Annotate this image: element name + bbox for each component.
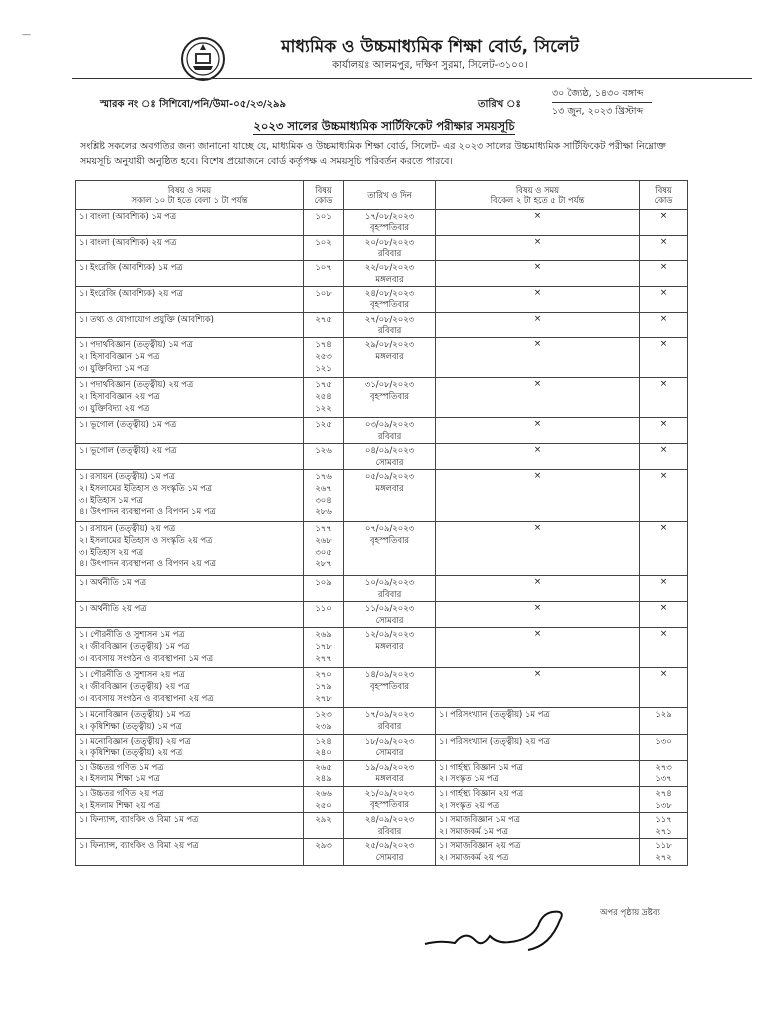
subject-code: ২৭৩ (655, 761, 672, 772)
exam-day: রবিবার (377, 248, 402, 259)
board-name: মাধ্যমিক ও উচ্চমাধ্যমিক শিক্ষা বোর্ড, সিলেট (281, 37, 579, 57)
no-exam-mark: × (436, 522, 640, 576)
exam-date: ০৫/০৯/২০২৩ (364, 471, 415, 482)
subject-line: ১। পদার্থবিজ্ঞান (তত্ত্বীয়) ২য় পত্র (79, 379, 194, 390)
subject-code-cell (304, 287, 344, 313)
afternoon-code-cell (640, 708, 688, 734)
subject-code-cell (304, 444, 344, 470)
table-row (76, 708, 688, 734)
afternoon-code-cell (640, 839, 688, 865)
subject-line: ১। অর্থনীতি ২য় পত্র (79, 603, 147, 614)
subject-code: ১৭৮ (315, 641, 332, 652)
exam-date: ১৯/০৯/২০২৩ (364, 761, 415, 772)
subject-code-cell (304, 839, 344, 865)
subject-line: ১। সমাজবিজ্ঞান ১ম পত্র (439, 814, 520, 825)
afternoon-code-cell (640, 813, 688, 839)
subject-code: ২৭১ (655, 825, 672, 836)
no-exam-mark: × (640, 602, 688, 628)
exam-day: মঙ্গলবার (375, 273, 404, 284)
subject-line: ৩। যুক্তিবিদ্যা ১ম পত্র (79, 362, 150, 373)
table-row (76, 760, 688, 786)
exam-day: মঙ্গলবার (375, 773, 404, 784)
morning-subject-cell (76, 602, 304, 628)
table-row (76, 668, 688, 708)
subject-line: ১। পরিসংখ্যান (তত্ত্বীয়) ২য় পত্র (439, 735, 550, 746)
afternoon-subject-cell (436, 839, 640, 865)
subject-code: ১০২ (315, 236, 332, 247)
date-day-cell (344, 813, 436, 839)
subject-code: ২৬৬ (315, 788, 332, 798)
morning-subject-cell (76, 287, 304, 313)
subject-code: ১৩০ (655, 735, 672, 746)
subject-line: ১। মনোবিজ্ঞান (তত্ত্বীয়) ২য় পত্র (79, 735, 191, 746)
subject-line: ১। ভূগোল (তত্ত্বীয়) ২য় পত্র (79, 445, 177, 456)
morning-subject-cell (76, 312, 304, 338)
subject-line: ২। জীববিজ্ঞান (তত্ত্বীয়) ২য় পত্র (79, 681, 190, 692)
subject-line: ২। কৃষিশিক্ষা (তত্ত্বীয়) ২য় পত্র (79, 747, 183, 758)
header-code: বিষয় কোড (304, 181, 344, 210)
morning-subject-cell (76, 338, 304, 378)
subject-code: ১৭৫ (315, 379, 332, 390)
document-title-text: ২০২৩ সালের উচ্চমাধ্যমিক সার্টিফিকেট পরীক্ষার সময়সূচি (253, 119, 515, 133)
subject-code: ২৯২ (315, 814, 332, 825)
subject-line: ১। অর্থনীতি ১ম পত্র (79, 577, 147, 588)
subject-code: ১২৪ (315, 735, 332, 746)
subject-line: ২। সমাজকর্ম ২য় পত্র (439, 851, 509, 862)
table-row (76, 628, 688, 668)
subject-code-cell (304, 522, 344, 576)
subject-code-cell (304, 312, 344, 338)
afternoon-subject-cell (436, 760, 640, 786)
no-exam-mark: × (436, 602, 640, 628)
afternoon-code-cell (640, 734, 688, 760)
subject-code-cell (304, 418, 344, 444)
no-exam-mark: × (436, 418, 640, 444)
morning-subject-cell (76, 628, 304, 668)
subject-code-cell (304, 261, 344, 287)
afternoon-subject-cell (436, 708, 640, 734)
table-row (76, 734, 688, 760)
subject-code-cell (304, 338, 344, 378)
subject-code: ২৩৯ (315, 721, 332, 732)
no-exam-mark: × (436, 287, 640, 313)
exam-day: রবিবার (377, 430, 402, 441)
morning-subject-cell (76, 839, 304, 865)
memo-number: স্মারক নং ঃ সিশিবো/পনি/উমা-০৫/২৩/২৯৯ (100, 99, 286, 110)
table-header-row (76, 181, 688, 210)
exam-day: মঙ্গলবার (375, 482, 404, 493)
document-title (0, 118, 768, 137)
subject-line: ১। বাংলা (আবশ্যিক) ২য় পত্র (79, 236, 177, 247)
date-gregorian: ১৩ জুন, ২০২৩ খ্রিস্টাব্দ (552, 106, 644, 118)
subject-code: ২৬৫ (315, 761, 332, 772)
subject-code: ২৬৮ (315, 535, 332, 546)
corner-mark: — (22, 30, 31, 40)
exam-date: ২০/০৮/২০২৩ (364, 236, 415, 247)
no-exam-mark: × (640, 338, 688, 378)
exam-day: বৃহস্পতিবার (369, 534, 410, 545)
board-address: কার্যালয়ঃ আলমপুর, দক্ষিণ সুরমা, সিলেট-৩১০০। (332, 60, 528, 71)
subject-line: ১। পদার্থবিজ্ঞান (তত্ত্বীয়) ১ম পত্র (79, 339, 193, 350)
subject-code: ২৭৭ (315, 652, 332, 663)
subject-code-cell (304, 787, 344, 813)
no-exam-mark: × (436, 628, 640, 668)
footer-note: অপর পৃষ্ঠায় দ্রষ্টব্য (600, 908, 660, 918)
exam-date: ২৫/০৯/২০২৩ (364, 840, 415, 851)
subject-line: ২। ইসলাম শিক্ষা ১ম পত্র (79, 773, 160, 784)
subject-code-cell (304, 668, 344, 708)
afternoon-subject-cell (436, 787, 640, 813)
subject-code-cell (304, 760, 344, 786)
subject-code: ১৩৮ (655, 799, 672, 810)
subject-code: ২৫০ (315, 799, 332, 810)
no-exam-mark: × (436, 210, 640, 236)
no-exam-mark: × (640, 628, 688, 668)
letterhead (180, 34, 610, 82)
exam-day: মঙ্গলবার (375, 640, 404, 651)
date-day-cell (344, 787, 436, 813)
subject-line: ৩। ইতিহাস ১ম পত্র (79, 494, 143, 505)
subject-code: ২৪৯ (315, 773, 332, 784)
morning-subject-cell (76, 261, 304, 287)
table-row (76, 576, 688, 602)
morning-subject-cell (76, 787, 304, 813)
table-row (76, 787, 688, 813)
subject-code: ২৬৭ (315, 483, 332, 494)
morning-subject-cell (76, 813, 304, 839)
date-day-cell (344, 668, 436, 708)
subject-code: ১৭৯ (315, 681, 332, 692)
subject-code: ১০৭ (315, 262, 332, 273)
subject-line: ১। ফিন্যান্স, ব্যাংকিং ও বিমা ২য় পত্র (79, 840, 199, 851)
subject-line: ২। ইসলামের ইতিহাস ও সংস্কৃতি ২য় পত্র (79, 535, 213, 546)
date-day-cell (344, 312, 436, 338)
morning-subject-cell (76, 378, 304, 418)
header-divider (72, 78, 752, 79)
subject-line: ১। পরিসংখ্যান (তত্ত্বীয়) ১ম পত্র (439, 709, 550, 720)
no-exam-mark: × (640, 287, 688, 313)
exam-day: রবিবার (377, 825, 402, 836)
morning-subject-cell (76, 760, 304, 786)
subject-line: ২। ইসলাম শিক্ষা ২য় পত্র (79, 799, 161, 810)
subject-code: ২৪০ (315, 747, 332, 758)
subject-code: ১২৬ (315, 445, 332, 456)
subject-code: ১২৩ (315, 709, 332, 720)
table-row (76, 235, 688, 261)
date-day-cell (344, 602, 436, 628)
exam-day: রবিবার (377, 588, 402, 599)
subject-code-cell (304, 813, 344, 839)
subject-code: ৩০৫ (315, 546, 332, 557)
no-exam-mark: × (436, 576, 640, 602)
subject-line: ২। সমাজকর্ম ১ম পত্র (439, 825, 508, 836)
exam-date: ০৩/০৯/২০২৩ (364, 419, 415, 430)
subject-line: ১। ইংরেজি (আবশ্যিক) ২য় পত্র (79, 288, 183, 299)
exam-date: ৩১/০৮/২০২৩ (364, 379, 415, 390)
table-row (76, 522, 688, 576)
exam-date: ২৪/০৮/২০২৩ (364, 288, 415, 299)
subject-line: ১। ইংরেজি (আবশ্যিক) ১ম পত্র (79, 262, 183, 273)
subject-line: ২। হিসাববিজ্ঞান ১ম পত্র (79, 351, 160, 362)
date-bangla: ৩০ জ্যৈষ্ঠ, ১৪৩০ বঙ্গাব্দ (552, 88, 644, 99)
subject-line: ১। সমাজবিজ্ঞান ২য় পত্র (439, 840, 521, 851)
date-day-cell (344, 576, 436, 602)
morning-subject-cell (76, 734, 304, 760)
header-afternoon: বিষয় ও সময় বিকেল ২ টা হতে ৫ টা পর্যন্ত (436, 181, 640, 210)
subject-line: ১। তথ্য ও যোগাযোগ প্রযুক্তি (আবশ্যিক) (79, 313, 214, 324)
exam-day: মঙ্গলবার (375, 350, 404, 361)
table-row (76, 261, 688, 287)
morning-subject-cell (76, 522, 304, 576)
exam-date: ১৪/০৯/২০২৩ (364, 669, 415, 680)
date-day-cell (344, 734, 436, 760)
subject-code: ১০১ (315, 211, 332, 221)
date-day-cell (344, 470, 436, 522)
table-row (76, 312, 688, 338)
table-row (76, 210, 688, 236)
subject-code: ১৭৬ (315, 471, 332, 482)
date-day-cell (344, 839, 436, 865)
header-afternoon-code: বিষয় কোড (640, 181, 688, 210)
no-exam-mark: × (436, 444, 640, 470)
date-day-cell (344, 210, 436, 236)
no-exam-mark: × (436, 261, 640, 287)
subject-code: ২৯৩ (315, 840, 332, 851)
date-day-cell (344, 760, 436, 786)
subject-line: ২। হিসাববিজ্ঞান ২য় পত্র (79, 391, 160, 402)
subject-line: ১। রসায়ন (তত্ত্বীয়) ১ম পত্র (79, 471, 175, 482)
subject-line: ১। গার্হস্থ্য বিজ্ঞান ২য় পত্র (439, 788, 524, 798)
subject-code: ১২৯ (655, 709, 672, 720)
no-exam-mark: × (640, 470, 688, 522)
exam-date: ১৭/০৯/২০২৩ (364, 709, 415, 720)
morning-subject-cell (76, 235, 304, 261)
subject-code: ২৭৫ (315, 313, 332, 324)
subject-line: ১। পৌরনীতি ও সুশাসন ২য় পত্র (79, 669, 185, 680)
exam-date: ২৪/০৯/২০২৩ (364, 814, 415, 825)
subject-code-cell (304, 602, 344, 628)
header-morning: বিষয় ও সময় সকাল ১০ টা হতে বেলা ১ টা পর্যন্ত (76, 181, 304, 210)
table-row (76, 287, 688, 313)
subject-code: ২৫৪ (315, 391, 332, 402)
notice-paragraph: সংশ্লিষ্ট সকলের অবগতির জন্য জানানো যাচ্ছে যে, মাধ্যমিক ও উচ্চমাধ্যমিক শিক্ষা বোর্ড, সিলেট- এর ২০২৩ সালের উচ্চমাধ্যমিক সার্টিফিকেট পরীক্ষা নিম্নোক্ত সময়সূচি অনুযায়ী অনুষ্ঠিত হবে। বিশেষ প্রয়োজনে বোর্ড কর্তৃপক্ষ এ সময়সূচি পরিবর্তন করতে পারবে। (80, 141, 666, 167)
table-row (76, 839, 688, 865)
subject-code-cell (304, 734, 344, 760)
exam-day: বৃহস্পতিবার (369, 299, 410, 310)
no-exam-mark: × (640, 522, 688, 576)
subject-line: ২। কৃষিশিক্ষা (তত্ত্বীয়) ১ম পত্র (79, 721, 182, 732)
subject-code: ২৭৮ (315, 692, 332, 703)
date-day-cell (344, 261, 436, 287)
date-day-cell (344, 378, 436, 418)
subject-code: ১১০ (315, 603, 332, 614)
subject-code: ৩০৪ (315, 494, 332, 505)
subject-line: ১। উচ্চতর গণিত ২য় পত্র (79, 788, 164, 798)
table-row (76, 470, 688, 522)
subject-line: ২। সংস্কৃত ২য় পত্র (439, 799, 500, 810)
subject-line: ৪। উৎপাদন ব্যবস্থাপনা ও বিপণন ২য় পত্র (79, 558, 216, 569)
subject-code-cell (304, 235, 344, 261)
exam-date: ১১/০৯/২০২৩ (364, 603, 415, 614)
exam-day: সোমবার (375, 851, 404, 862)
subject-line: ৩। যুক্তিবিদ্যা ২য় পত্র (79, 402, 150, 413)
subject-code-cell (304, 470, 344, 522)
table-row (76, 338, 688, 378)
subject-code-cell (304, 576, 344, 602)
morning-subject-cell (76, 708, 304, 734)
afternoon-code-cell (640, 760, 688, 786)
subject-line: ৪। উৎপাদন ব্যবস্থাপনা ও বিপণন ১ম পত্র (79, 506, 216, 517)
date-day-cell (344, 522, 436, 576)
exam-date: ০৭/০৯/২০২৩ (364, 523, 415, 534)
table-row (76, 444, 688, 470)
morning-subject-cell (76, 576, 304, 602)
no-exam-mark: × (436, 235, 640, 261)
subject-line: ১। ফিন্যান্স, ব্যাংকিং ও বিমা ১ম পত্র (79, 814, 199, 825)
exam-day: বৃহস্পতিবার (369, 799, 410, 810)
subject-code: ১২২ (315, 402, 332, 413)
table-row (76, 602, 688, 628)
table-row (76, 418, 688, 444)
morning-subject-cell (76, 444, 304, 470)
no-exam-mark: × (436, 338, 640, 378)
afternoon-code-cell (640, 787, 688, 813)
subject-line: ১। রসায়ন (তত্ত্বীয়) ২য় পত্র (79, 523, 176, 534)
table-row (76, 813, 688, 839)
afternoon-subject-cell (436, 813, 640, 839)
no-exam-mark: × (640, 576, 688, 602)
subject-line: ১। মনোবিজ্ঞান (তত্ত্বীয়) ১ম পত্র (79, 709, 191, 720)
exam-date: ২৭/০৮/২০২৩ (364, 313, 415, 324)
no-exam-mark: × (640, 235, 688, 261)
morning-subject-cell (76, 418, 304, 444)
subject-code: ২৫৩ (315, 351, 332, 362)
subject-line: ৩। ইতিহাস ২য় পত্র (79, 546, 144, 557)
exam-date: ০৪/০৯/২০২৩ (364, 445, 415, 456)
header-date: তারিখ ও দিন (344, 181, 436, 210)
subject-code: ১১৮ (655, 840, 672, 851)
subject-line: ৩। ব্যবসায় সংগঠন ও ব্যবস্থাপনা ২য় পত্র (79, 692, 214, 703)
no-exam-mark: × (640, 261, 688, 287)
exam-day: সোমবার (375, 614, 404, 625)
subject-code: ১৭৪ (315, 339, 332, 350)
subject-code-cell (304, 628, 344, 668)
exam-day: রবিবার (377, 325, 402, 336)
no-exam-mark: × (640, 312, 688, 338)
subject-code: ২৮৭ (315, 558, 332, 569)
subject-code: ১৭৭ (315, 523, 332, 534)
subject-code: ২৭৪ (655, 788, 672, 798)
subject-line: ২। সংস্কৃত ১ম পত্র (439, 773, 499, 784)
date-box (552, 86, 652, 119)
date-day-cell (344, 338, 436, 378)
date-label: তারিখ ঃ (478, 99, 521, 110)
exam-schedule-table (75, 180, 688, 866)
subject-code-cell (304, 210, 344, 236)
exam-day: বৃহস্পতিবার (369, 390, 410, 401)
exam-day: সোমবার (375, 456, 404, 467)
no-exam-mark: × (436, 668, 640, 708)
exam-date: ১২/০৯/২০২৩ (364, 629, 415, 640)
subject-line: ২। ইসলামের ইতিহাস ও সংস্কৃতি ১ম পত্র (79, 483, 212, 494)
no-exam-mark: × (436, 312, 640, 338)
table-row (76, 378, 688, 418)
date-day-cell (344, 287, 436, 313)
exam-date: ২৯/০৮/২০২৩ (364, 339, 415, 350)
no-exam-mark: × (436, 378, 640, 418)
no-exam-mark: × (640, 418, 688, 444)
exam-date: ১৮/০৯/২০২৩ (364, 735, 415, 746)
date-day-cell (344, 628, 436, 668)
morning-subject-cell (76, 470, 304, 522)
subject-line: ১। বাংলা (আবশ্যিক) ১ম পত্র (79, 211, 176, 221)
subject-line: ১। উচ্চতর গণিত ১ম পত্র (79, 761, 164, 772)
no-exam-mark: × (640, 378, 688, 418)
subject-code: ১০৮ (315, 288, 332, 299)
subject-code: ২৬৯ (315, 629, 332, 640)
date-day-cell (344, 418, 436, 444)
morning-subject-cell (76, 210, 304, 236)
no-exam-mark: × (436, 470, 640, 522)
subject-code: ১১৭ (655, 814, 672, 825)
afternoon-subject-cell (436, 734, 640, 760)
subject-line: ১। গার্হস্থ্য বিজ্ঞান ১ম পত্র (439, 761, 523, 772)
board-logo-icon (180, 36, 226, 82)
exam-date: ২১/০৯/২০২৩ (364, 788, 415, 798)
exam-day: সোমবার (375, 746, 404, 757)
exam-day: বৃহস্পতিবার (369, 222, 410, 233)
date-day-cell (344, 708, 436, 734)
subject-line: ২। জীববিজ্ঞান (তত্ত্বীয়) ১ম পত্র (79, 641, 190, 652)
no-exam-mark: × (640, 668, 688, 708)
date-day-cell (344, 235, 436, 261)
subject-line: ১। পৌরনীতি ও সুশাসন ১ম পত্র (79, 629, 185, 640)
signature-icon (420, 900, 570, 960)
exam-day: রবিবার (377, 720, 402, 731)
subject-code: ২৮৬ (315, 506, 332, 517)
date-day-cell (344, 444, 436, 470)
exam-day: বৃহস্পতিবার (369, 680, 410, 691)
subject-code-cell (304, 708, 344, 734)
date-separator (552, 102, 652, 103)
table-body (76, 210, 688, 866)
subject-code: ১২১ (315, 362, 332, 373)
morning-subject-cell (76, 668, 304, 708)
subject-code-cell (304, 378, 344, 418)
subject-code: ১২৫ (315, 419, 332, 430)
subject-code: ২৭০ (315, 669, 332, 680)
subject-code: ১০৯ (315, 577, 332, 588)
exam-date: ১০/০৯/২০২৩ (364, 577, 415, 588)
no-exam-mark: × (640, 210, 688, 236)
subject-code: ২৭২ (655, 851, 672, 862)
subject-line: ৩। ব্যবসায় সংগঠন ও ব্যবস্থাপনা ১ম পত্র (79, 652, 214, 663)
exam-date: ১৭/০৮/২০২৩ (364, 211, 415, 221)
no-exam-mark: × (640, 444, 688, 470)
subject-code: ১৩৭ (655, 773, 672, 784)
exam-date: ২২/০৮/২০২৩ (364, 262, 415, 273)
subject-line: ১। ভূগোল (তত্ত্বীয়) ১ম পত্র (79, 419, 177, 430)
